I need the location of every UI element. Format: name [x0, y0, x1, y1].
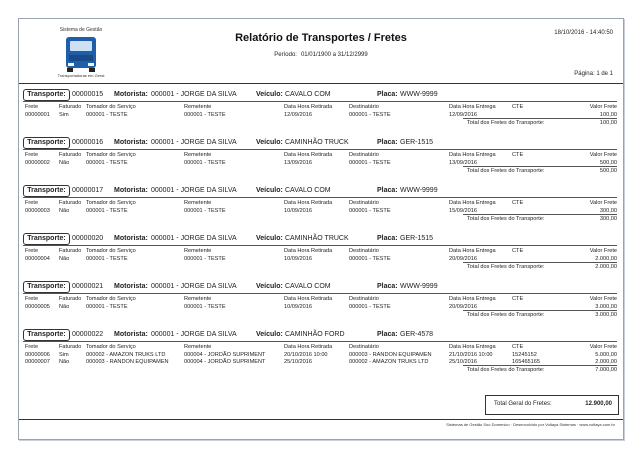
- cell-faturado: Não: [59, 208, 70, 214]
- cell-tomador: 000001 - TESTE: [86, 112, 128, 118]
- section-total-label: Total dos Fretes do Transporte:: [467, 264, 545, 270]
- vehicle-value: CAVALO COM: [285, 187, 331, 194]
- plate-label: Placa:: [377, 139, 398, 146]
- transport-id: 00000016: [72, 139, 104, 146]
- transport-id: 00000017: [72, 187, 104, 194]
- transport-id: 00000020: [72, 235, 104, 242]
- cell-frete: 00000003: [25, 208, 50, 214]
- cell-retirada: 13/09/2016: [284, 160, 312, 166]
- column-header-destinatario: Destinatário: [349, 152, 379, 158]
- grand-total-box: [485, 395, 619, 415]
- cell-destinatario: 000003 - RANDON EQUIPAMEN: [349, 352, 432, 358]
- cell-entrega: 13/09/2016: [449, 160, 477, 166]
- plate-value: WWW-9999: [400, 187, 438, 194]
- section-total-value: 100,00: [599, 120, 617, 126]
- column-header-retirada: Data Hora Retirada: [284, 152, 333, 158]
- cell-cte: 165465165: [512, 359, 540, 365]
- cell-faturado: Não: [59, 256, 70, 262]
- transport-label: Transporte:: [23, 329, 70, 341]
- vehicle-label: Veículo:: [256, 235, 283, 242]
- column-header-frete: Frete: [25, 296, 39, 302]
- column-header-remetente: Remetente: [184, 248, 212, 254]
- header-divider: [19, 83, 623, 84]
- driver-label: Motorista:: [114, 187, 148, 194]
- column-header-destinatario: Destinatário: [349, 296, 379, 302]
- driver-value: 000001 - JORGE DA SILVA: [151, 139, 237, 146]
- vehicle-value: CAMINHÃO TRUCK: [285, 235, 349, 242]
- driver-label: Motorista:: [114, 283, 148, 290]
- column-header-entrega: Data Hora Entrega: [449, 104, 496, 110]
- plate-label: Placa:: [377, 235, 398, 242]
- column-header-faturado: Faturado: [59, 296, 82, 302]
- cell-destinatario: 000002 - AMAZON TRUKS LTD: [349, 359, 429, 365]
- transport-label: Transporte:: [23, 137, 70, 149]
- transport-label: Transporte:: [23, 281, 70, 293]
- cell-destinatario: 000001 - TESTE: [349, 208, 391, 214]
- plate-label: Placa:: [377, 91, 398, 98]
- cell-faturado: Não: [59, 359, 70, 365]
- plate-value: GER-1515: [400, 235, 434, 242]
- cell-valor: 100,00: [599, 112, 617, 118]
- column-header-retirada: Data Hora Retirada: [284, 104, 333, 110]
- column-header-entrega: Data Hora Entrega: [449, 344, 496, 350]
- cell-frete: 00000004: [25, 256, 50, 262]
- column-header-destinatario: Destinatário: [349, 200, 379, 206]
- column-header-entrega: Data Hora Entrega: [449, 248, 496, 254]
- cell-tomador: 000001 - TESTE: [86, 160, 128, 166]
- cell-tomador: 000002 - AMAZON TRUKS LTD: [86, 352, 166, 358]
- cell-retirada: 10/09/2016: [284, 256, 312, 262]
- section-total-value: 7.000,00: [595, 367, 617, 373]
- section-total-label: Total dos Fretes do Transporte:: [467, 216, 545, 222]
- column-header-valor: Valor Frete: [589, 104, 617, 110]
- cell-remetente: 000001 - TESTE: [184, 112, 226, 118]
- cell-frete: 00000001: [25, 112, 50, 118]
- driver-value: 000001 - JORGE DA SILVA: [151, 283, 237, 290]
- cell-tomador: 000001 - TESTE: [86, 208, 128, 214]
- cell-entrega: 15/09/2016: [449, 208, 477, 214]
- section-divider: [23, 245, 617, 246]
- total-underline: [463, 214, 617, 215]
- section-total-value: 500,00: [599, 168, 617, 174]
- cell-valor: 300,00: [599, 208, 617, 214]
- report-footer: Sistemas de Gestão Soo Domenico · Desenvolvido por Voltaya Sistemas · www.voltaya.com.br: [446, 422, 615, 427]
- column-header-faturado: Faturado: [59, 104, 82, 110]
- column-header-remetente: Remetente: [184, 344, 212, 350]
- plate-value: GER-4578: [400, 331, 434, 338]
- column-header-faturado: Faturado: [59, 152, 82, 158]
- section-divider: [23, 149, 617, 150]
- cell-retirada: 20/10/2016 10:00: [284, 352, 328, 358]
- cell-remetente: 000004 - JORDÃO SUPRIMENT: [184, 352, 266, 358]
- column-header-entrega: Data Hora Entrega: [449, 296, 496, 302]
- cell-valor: 2.000,00: [595, 359, 617, 365]
- cell-faturado: Não: [59, 160, 70, 166]
- column-header-remetente: Remetente: [184, 152, 212, 158]
- report-page: [18, 18, 624, 440]
- column-header-frete: Frete: [25, 248, 39, 254]
- vehicle-label: Veículo:: [256, 187, 283, 194]
- grand-total-label: Total Geral do Fretes:: [494, 401, 552, 407]
- cell-destinatario: 000001 - TESTE: [349, 304, 391, 310]
- section-divider: [23, 341, 617, 342]
- cell-remetente: 000004 - JORDÃO SUPRIMENT: [184, 359, 266, 365]
- column-header-cte: CTE: [512, 200, 524, 206]
- report-header: [19, 19, 623, 83]
- period-label: Período:: [274, 52, 297, 58]
- column-header-tomador: Tomador do Serviço: [86, 152, 136, 158]
- total-underline: [463, 118, 617, 119]
- plate-value: GER-1515: [400, 139, 434, 146]
- cell-frete: 00000005: [25, 304, 50, 310]
- page-number: Página: 1 de 1: [574, 71, 613, 77]
- column-header-cte: CTE: [512, 152, 524, 158]
- column-header-cte: CTE: [512, 248, 524, 254]
- section-total-label: Total dos Fretes do Transporte:: [467, 120, 545, 126]
- cell-tomador: 000001 - TESTE: [86, 256, 128, 262]
- plate-value: WWW-9999: [400, 283, 438, 290]
- logo-bottom-text: Transportadoras em Geral: [57, 73, 105, 78]
- column-header-cte: CTE: [512, 296, 524, 302]
- transport-label: Transporte:: [23, 233, 70, 245]
- vehicle-value: CAVALO COM: [285, 91, 331, 98]
- cell-entrega: 25/10/2016: [449, 359, 477, 365]
- cell-valor: 2.000,00: [595, 256, 617, 262]
- cell-valor: 5.000,00: [595, 352, 617, 358]
- plate-value: WWW-9999: [400, 91, 438, 98]
- report-datetime: 18/10/2016 - 14:40:50: [554, 30, 613, 36]
- total-underline: [463, 166, 617, 167]
- cell-remetente: 000001 - TESTE: [184, 304, 226, 310]
- column-header-faturado: Faturado: [59, 344, 82, 350]
- column-header-tomador: Tomador do Serviço: [86, 296, 136, 302]
- cell-frete: 00000002: [25, 160, 50, 166]
- section-total-value: 300,00: [599, 216, 617, 222]
- cell-destinatario: 000001 - TESTE: [349, 160, 391, 166]
- vehicle-label: Veículo:: [256, 283, 283, 290]
- driver-value: 000001 - JORGE DA SILVA: [151, 331, 237, 338]
- column-header-frete: Frete: [25, 200, 39, 206]
- vehicle-label: Veículo:: [256, 139, 283, 146]
- column-header-faturado: Faturado: [59, 248, 82, 254]
- driver-value: 000001 - JORGE DA SILVA: [151, 187, 237, 194]
- cell-frete: 00000006: [25, 352, 50, 358]
- transport-id: 00000022: [72, 331, 104, 338]
- vehicle-value: CAMINHÃO FORD: [285, 331, 345, 338]
- transport-id: 00000015: [72, 91, 104, 98]
- cell-valor: 500,00: [599, 160, 617, 166]
- cell-remetente: 000001 - TESTE: [184, 208, 226, 214]
- cell-remetente: 000001 - TESTE: [184, 256, 226, 262]
- cell-destinatario: 000001 - TESTE: [349, 256, 391, 262]
- column-header-tomador: Tomador do Serviço: [86, 200, 136, 206]
- transport-id: 00000021: [72, 283, 104, 290]
- cell-remetente: 000001 - TESTE: [184, 160, 226, 166]
- vehicle-label: Veículo:: [256, 91, 283, 98]
- logo-top-text: Sistema de Gestão: [59, 27, 103, 33]
- vehicle-label: Veículo:: [256, 331, 283, 338]
- cell-retirada: 10/09/2016: [284, 208, 312, 214]
- section-total-label: Total dos Fretes do Transporte:: [467, 168, 545, 174]
- cell-entrega: 20/09/2016: [449, 304, 477, 310]
- footer-divider: [19, 419, 623, 420]
- column-header-retirada: Data Hora Retirada: [284, 296, 333, 302]
- section-total-value: 3.000,00: [595, 312, 617, 318]
- cell-destinatario: 000001 - TESTE: [349, 112, 391, 118]
- cell-valor: 3.000,00: [595, 304, 617, 310]
- section-divider: [23, 293, 617, 294]
- section-divider: [23, 197, 617, 198]
- column-header-remetente: Remetente: [184, 200, 212, 206]
- column-header-frete: Frete: [25, 152, 39, 158]
- column-header-remetente: Remetente: [184, 104, 212, 110]
- column-header-entrega: Data Hora Entrega: [449, 200, 496, 206]
- column-header-valor: Valor Frete: [589, 296, 617, 302]
- plate-label: Placa:: [377, 283, 398, 290]
- driver-value: 000001 - JORGE DA SILVA: [151, 91, 237, 98]
- column-header-tomador: Tomador do Serviço: [86, 248, 136, 254]
- column-header-retirada: Data Hora Retirada: [284, 248, 333, 254]
- column-header-tomador: Tomador do Serviço: [86, 344, 136, 350]
- report-title: Relatório de Transportes / Fretes: [235, 32, 407, 44]
- cell-cte: 15245152: [512, 352, 537, 358]
- transport-label: Transporte:: [23, 89, 70, 101]
- driver-value: 000001 - JORGE DA SILVA: [151, 235, 237, 242]
- column-header-remetente: Remetente: [184, 296, 212, 302]
- cell-tomador: 000003 - RANDON EQUIPAMEN: [86, 359, 169, 365]
- driver-label: Motorista:: [114, 331, 148, 338]
- total-underline: [463, 262, 617, 263]
- driver-label: Motorista:: [114, 91, 148, 98]
- column-header-retirada: Data Hora Retirada: [284, 344, 333, 350]
- section-total-value: 2.000,00: [595, 264, 617, 270]
- section-total-label: Total dos Fretes do Transporte:: [467, 312, 545, 318]
- column-header-frete: Frete: [25, 104, 39, 110]
- cell-faturado: Sim: [59, 112, 69, 118]
- column-header-destinatario: Destinatário: [349, 248, 379, 254]
- column-header-valor: Valor Frete: [589, 200, 617, 206]
- cell-tomador: 000001 - TESTE: [86, 304, 128, 310]
- cell-retirada: 25/10/2016: [284, 359, 312, 365]
- cell-retirada: 12/09/2016: [284, 112, 312, 118]
- total-underline: [463, 365, 617, 366]
- period-value: 01/01/1900 a 31/12/2999: [300, 52, 368, 58]
- cell-retirada: 10/09/2016: [284, 304, 312, 310]
- report-period: [19, 52, 623, 58]
- column-header-cte: CTE: [512, 344, 524, 350]
- vehicle-value: CAVALO COM: [285, 283, 331, 290]
- column-header-destinatario: Destinatário: [349, 344, 379, 350]
- column-header-entrega: Data Hora Entrega: [449, 152, 496, 158]
- column-header-valor: Valor Frete: [589, 344, 617, 350]
- cell-entrega: 21/10/2016 10:00: [449, 352, 493, 358]
- column-header-faturado: Faturado: [59, 200, 82, 206]
- plate-label: Placa:: [377, 331, 398, 338]
- column-header-tomador: Tomador do Serviço: [86, 104, 136, 110]
- section-divider: [23, 101, 617, 102]
- cell-frete: 00000007: [25, 359, 50, 365]
- grand-total-value: 12.900,00: [585, 401, 612, 407]
- column-header-frete: Frete: [25, 344, 39, 350]
- plate-label: Placa:: [377, 187, 398, 194]
- cell-entrega: 12/09/2016: [449, 112, 477, 118]
- section-total-label: Total dos Fretes do Transporte:: [467, 367, 545, 373]
- column-header-valor: Valor Frete: [589, 152, 617, 158]
- driver-label: Motorista:: [114, 235, 148, 242]
- total-underline: [463, 310, 617, 311]
- column-header-retirada: Data Hora Retirada: [284, 200, 333, 206]
- transport-label: Transporte:: [23, 185, 70, 197]
- cell-faturado: Sim: [59, 352, 69, 358]
- driver-label: Motorista:: [114, 139, 148, 146]
- column-header-destinatario: Destinatário: [349, 104, 379, 110]
- column-header-valor: Valor Frete: [589, 248, 617, 254]
- vehicle-value: CAMINHÃO TRUCK: [285, 139, 349, 146]
- column-header-cte: CTE: [512, 104, 524, 110]
- cell-faturado: Não: [59, 304, 70, 310]
- cell-entrega: 20/09/2016: [449, 256, 477, 262]
